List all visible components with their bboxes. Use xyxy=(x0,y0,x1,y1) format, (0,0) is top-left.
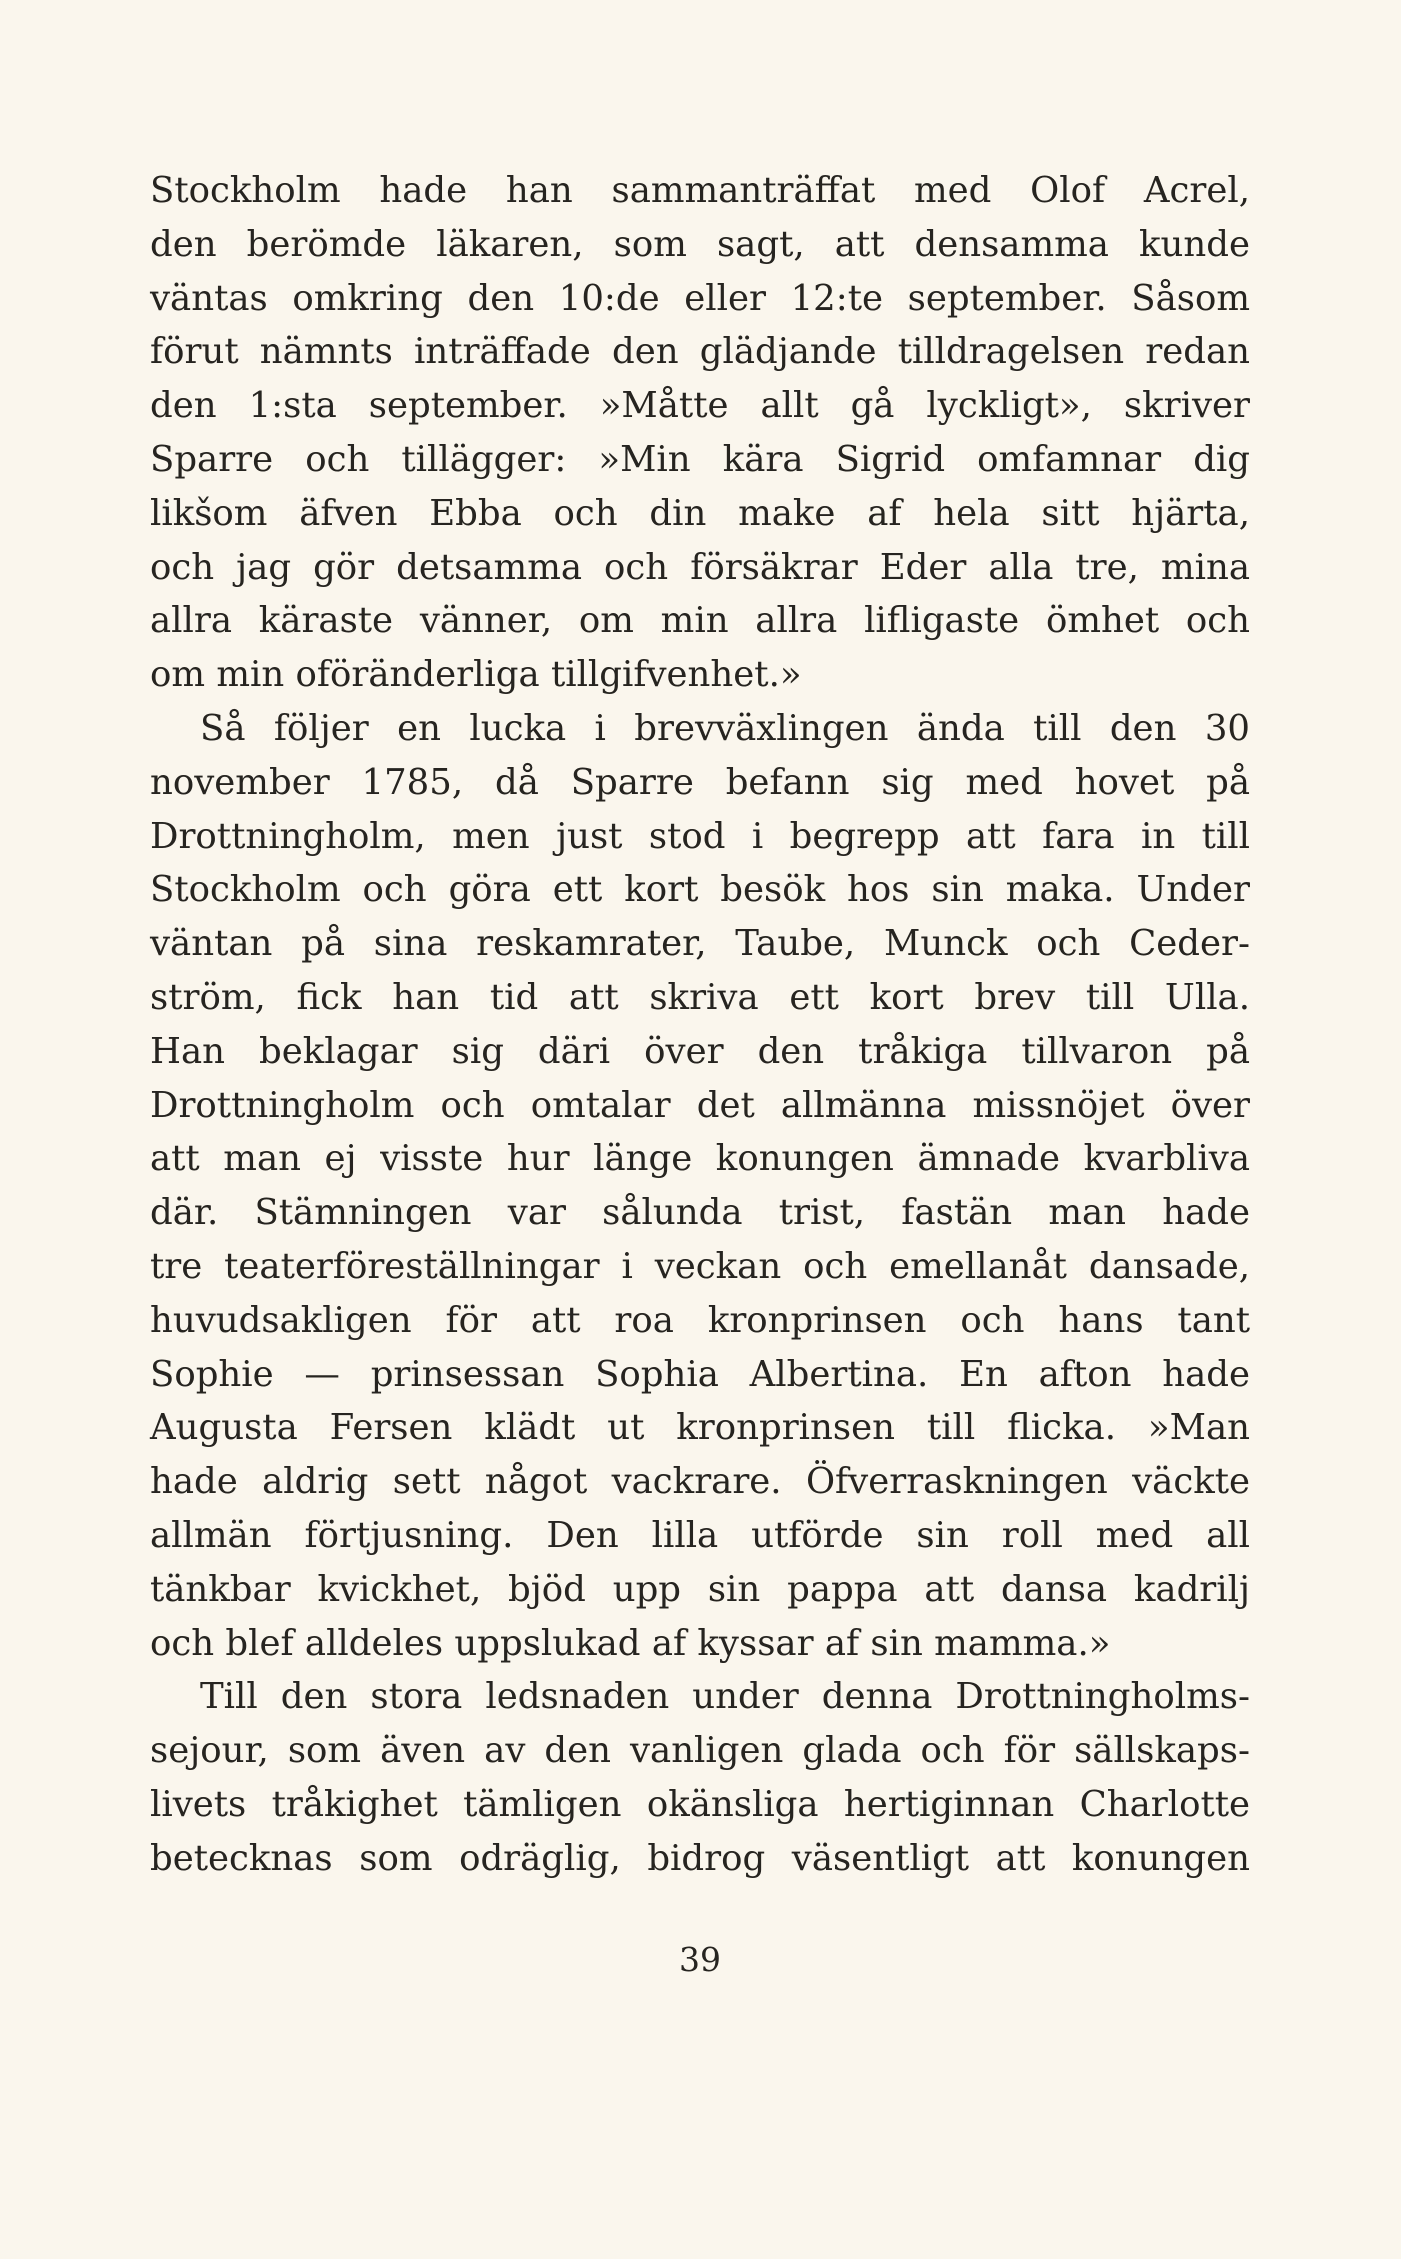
text-line-24: Augusta Fersen klädt ut kronprinsen till flicka. »Man xyxy=(150,1407,1250,1449)
text-line-32: betecknas som odräglig, bidrog väsentligt att konungen xyxy=(150,1837,1250,1879)
text-line-21: tre teaterföreställningar i veckan och emellanåt dansade, xyxy=(150,1245,1250,1287)
text-line-3: väntas omkring den 10:de eller 12:te september. Såsom xyxy=(150,277,1250,319)
text-line-30: sejour, som även av den vanligen glada och för sällskaps- xyxy=(150,1730,1250,1772)
body-text xyxy=(150,164,1250,1886)
text-line-4: förut nämnts inträffade den glädjande tilldragelsen redan xyxy=(150,331,1250,373)
text-line-23: Sophie — prinsessan Sophia Albertina. En afton hade xyxy=(150,1353,1250,1395)
text-line-22: huvudsakligen för att roa kronprinsen och hans tant xyxy=(150,1299,1250,1341)
text-line-25: hade aldrig sett något vackrare. Öfverraskningen väckte xyxy=(150,1461,1250,1503)
text-line-12: november 1785, då Sparre befann sig med hovet på xyxy=(150,761,1250,803)
text-line-28: och blef alldeles uppslukad af kyssar af sin mamma.» xyxy=(150,1622,1111,1664)
text-line-26: allmän förtjusning. Den lilla utförde sin roll med all xyxy=(150,1514,1250,1556)
text-line-27: tänkbar kvickhet, bjöd upp sin pappa att dansa kadrilj xyxy=(150,1568,1250,1610)
text-line-18: Drottningholm och omtalar det allmänna missnöjet över xyxy=(150,1084,1250,1126)
text-line-19: att man ej visste hur länge konungen ämnade kvarbliva xyxy=(150,1138,1250,1180)
text-line-29: Till den stora ledsnaden under denna Drottningholms- xyxy=(200,1676,1250,1718)
text-line-1: Stockholm hade han sammanträffat med Olof Acrel, xyxy=(150,170,1250,211)
text-line-2: den berömde läkaren, som sagt, att densamma kunde xyxy=(150,223,1250,265)
text-line-14: Stockholm och göra ett kort besök hos sin maka. Under xyxy=(150,869,1250,911)
text-line-10: om min oföränderliga tillgifvenhet.» xyxy=(150,654,802,696)
text-line-11: Så följer en lucka i brevväxlingen ända till den 30 xyxy=(200,707,1250,749)
text-line-6: Sparre och tillägger: »Min kära Sigrid omfamnar dig xyxy=(150,438,1250,480)
text-line-17: Han beklagar sig däri över den tråkiga tillvaron på xyxy=(150,1030,1250,1072)
text-line-5: den 1:sta september. »Måtte allt gå lyckligt», skriver xyxy=(150,385,1250,427)
text-line-13: Drottningholm, men just stod i begrepp att fara in till xyxy=(150,815,1250,857)
text-line-16: ström, fick han tid att skriva ett kort brev till Ulla. xyxy=(150,976,1250,1018)
text-line-31: livets tråkighet tämligen okänsliga hertiginnan Charlotte xyxy=(150,1783,1250,1825)
text-line-15: väntan på sina reskamrater, Taube, Munck och Ceder- xyxy=(150,923,1250,965)
text-line-9: allra käraste vänner, om min allra lifligaste ömhet och xyxy=(150,600,1250,642)
text-line-8: och jag gör detsamma och försäkrar Eder alla tre, mina xyxy=(150,546,1250,588)
text-line-7: likšom äfven Ebba och din make af hela sitt hjärta, xyxy=(150,492,1250,534)
text-line-20: där. Stämningen var sålunda trist, fastän man hade xyxy=(150,1192,1250,1234)
page-number: 39 xyxy=(679,1940,721,1979)
